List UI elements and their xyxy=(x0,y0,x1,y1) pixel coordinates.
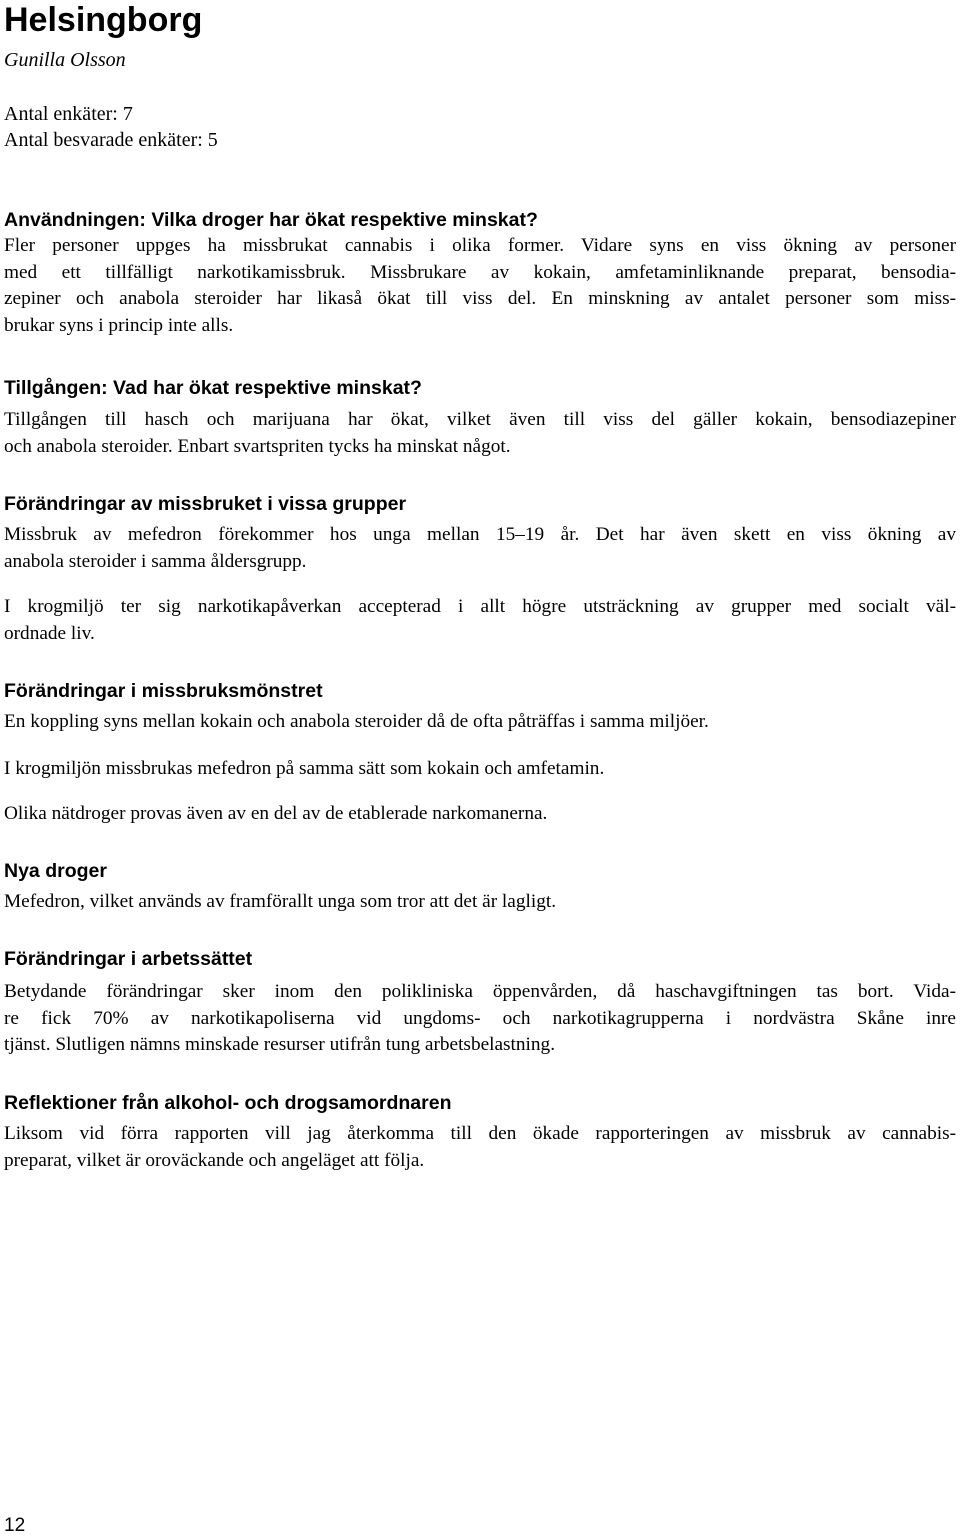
text-line: Missbruk av mefedron förekommer hos unga mellan 15–19 år. Det har även skett en viss ökning av xyxy=(4,524,956,545)
paragraph-groups-1 xyxy=(4,522,956,575)
paragraph-patterns-1 xyxy=(4,709,956,736)
paragraph-supply xyxy=(4,407,956,460)
author-name: Gunilla Olsson xyxy=(4,49,126,71)
section-heading-reflections: Reflektioner från alkohol- och drogsamordnaren xyxy=(4,1092,452,1114)
paragraph-usage xyxy=(4,233,956,339)
paragraph-new-drugs xyxy=(4,889,956,916)
paragraph-patterns-3 xyxy=(4,801,956,828)
text-line: preparat, vilket är oroväckande och angeläget att följa. xyxy=(4,1149,425,1171)
text-line: I krogmiljö ter sig narkotikapåverkan accepterad i allt högre utsträckning av grupper med socialt väl- xyxy=(4,596,956,617)
text-line: ordnade liv. xyxy=(4,622,95,644)
text-line: brukar syns i princip inte alls. xyxy=(4,314,234,336)
text-line: och anabola steroider. Enbart svartspriten tycks ha minskat något. xyxy=(4,435,511,457)
section-heading-new-drugs: Nya droger xyxy=(4,860,107,882)
stat-surveys-sent: Antal enkäter: 7 xyxy=(4,103,133,125)
text-line: En koppling syns mellan kokain och anabola steroider då de ofta påträffas i samma miljöer. xyxy=(4,711,709,732)
text-line: Olika nätdroger provas även av en del av de etablerade narkomanerna. xyxy=(4,803,548,824)
section-heading-working-methods: Förändringar i arbetssättet xyxy=(4,948,253,970)
text-line: Mefedron, vilket används av framförallt unga som tror att det är lagligt. xyxy=(4,891,557,912)
paragraph-patterns-2 xyxy=(4,756,956,783)
text-line: Betydande förändringar sker inom den polikliniska öppenvården, då haschavgiftningen tas bort. Vida- xyxy=(4,981,956,1002)
text-line: med ett tillfälligt narkotikamissbruk. Missbrukare av kokain, amfetaminliknande preparat, bensodia- xyxy=(4,261,956,283)
section-heading-usage: Användningen: Vilka droger har ökat respektive minskat? xyxy=(4,209,538,231)
text-line: re fick 70% av narkotikapoliserna vid ungdoms- och narkotikagrupperna i nordvästra Skåne inre xyxy=(4,1007,956,1029)
text-line: I krogmiljön missbrukas mefedron på samma sätt som kokain och amfetamin. xyxy=(4,758,605,779)
document-title: Helsingborg xyxy=(4,1,203,39)
text-line: Tillgången till hasch och marijuana har ökat, vilket även till viss del gäller kokain, bensodiazepiner xyxy=(4,409,956,430)
section-heading-groups: Förändringar av missbruket i vissa grupper xyxy=(4,493,407,515)
page-number: 12 xyxy=(4,1515,26,1536)
text-line: Liksom vid förra rapporten vill jag återkomma till den ökade rapporteringen av missbruk av cannabis- xyxy=(4,1123,956,1144)
text-line: tjänst. Slutligen nämns minskade resurser utifrån tung arbetsbelastning. xyxy=(4,1034,556,1055)
section-heading-patterns: Förändringar i missbruksmönstret xyxy=(4,680,323,702)
text-line: anabola steroider i samma åldersgrupp. xyxy=(4,550,307,572)
text-line: zepiner och anabola steroider har likaså ökat till viss del. En minskning av antalet personer som miss- xyxy=(4,288,956,309)
paragraph-groups-2 xyxy=(4,594,956,647)
paragraph-reflections xyxy=(4,1121,956,1174)
stat-surveys-answered: Antal besvarade enkäter: 5 xyxy=(4,129,218,151)
paragraph-working-methods xyxy=(4,979,956,1059)
text-line: Fler personer uppges ha missbrukat cannabis i olika former. Vidare syns en viss ökning av personer xyxy=(4,235,956,256)
section-heading-supply: Tillgången: Vad har ökat respektive minskat? xyxy=(4,377,422,399)
